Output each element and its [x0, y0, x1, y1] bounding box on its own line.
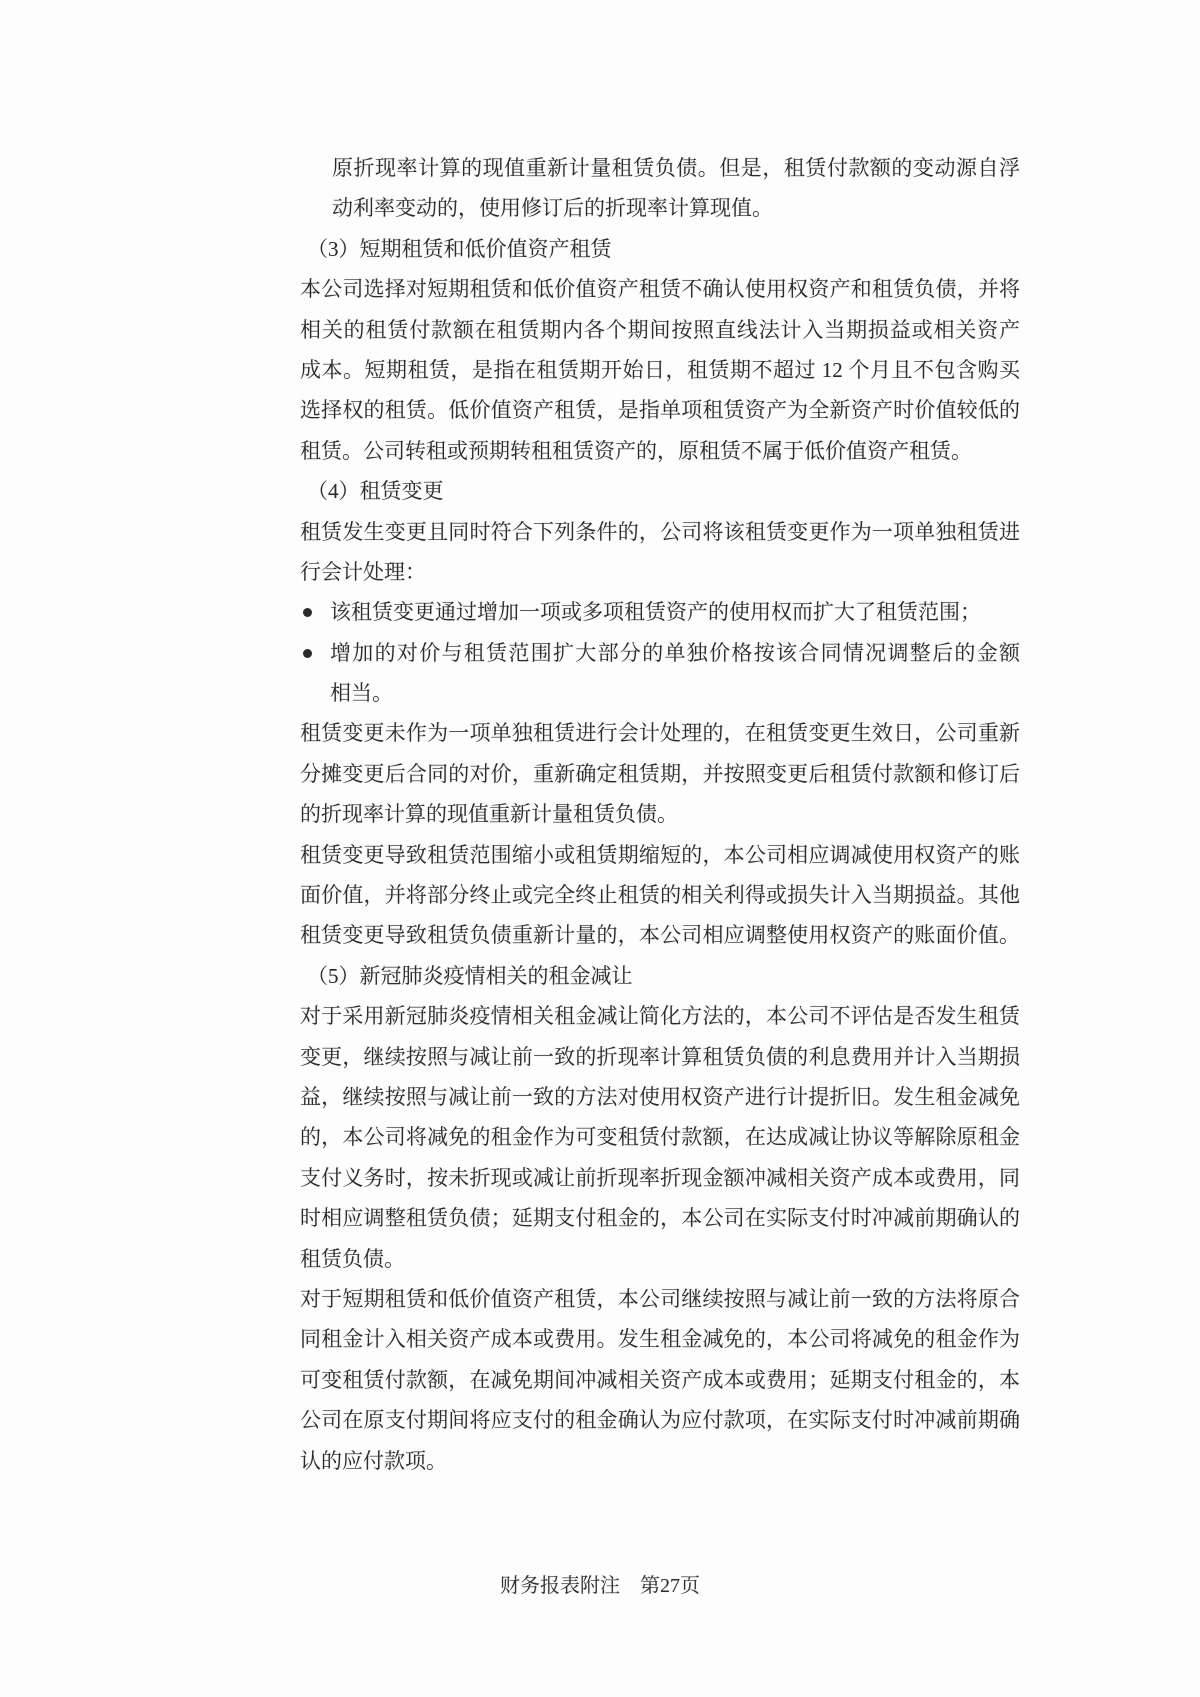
line-text: 成本。短期租赁，是指在租赁期开始日，租赁期不超过 12 个月且不包含购买	[300, 357, 1020, 382]
text-line	[300, 592, 1020, 632]
line-text: 该租赁变更通过增加一项或多项租赁资产的使用权而扩大了租赁范围；	[330, 600, 981, 625]
line-text: 原折现率计算的现值重新计量租赁负债。但是，租赁付款额的变动源自浮	[332, 156, 1020, 180]
line-text: 益，继续按照与减让前一致的方法对使用权资产进行计提折旧。发生租金减免	[300, 1084, 1020, 1109]
line-text: 面价值，并将部分终止或完全终止租赁的相关利得或损失计入当期损益。其他	[300, 883, 1020, 908]
line-text: 租赁变更导致租赁负债重新计量的，本公司相应调整使用权资产的账面价值。	[300, 923, 1020, 948]
text-line	[300, 390, 1020, 430]
text-line	[300, 996, 1020, 1036]
text-line	[300, 1037, 1020, 1077]
text-line	[300, 754, 1020, 794]
line-text: 的折现率计算的现值重新计量租赁负债。	[300, 802, 678, 827]
line-text: 选择权的租赁。低价值资产租赁，是指单项租赁资产为全新资产时价值较低的	[300, 398, 1020, 423]
line-text: 可变租赁付款额，在减免期间冲减相关资产成本或费用；延期支付租金的，本	[300, 1367, 1020, 1392]
bullet-icon	[303, 608, 312, 617]
text-line	[300, 1441, 1020, 1481]
bullet-icon	[303, 649, 312, 658]
line-text: 的，本公司将减免的租金作为可变租赁付款额，在达成减让协议等解除原租金	[300, 1125, 1020, 1150]
text-line	[300, 673, 1020, 713]
text-line	[300, 713, 1020, 753]
line-text: 租赁。公司转租或预期转租租赁资产的，原租赁不属于低价值资产租赁。	[300, 438, 972, 463]
text-line	[300, 1158, 1020, 1198]
text-line	[300, 310, 1020, 350]
line-text: 认的应付款项。	[300, 1448, 447, 1473]
text-line	[300, 148, 1020, 188]
line-text: （4）租赁变更	[307, 479, 444, 504]
line-text: 时相应调整租赁负债；延期支付租金的，本公司在实际支付时冲减前期确认的	[300, 1206, 1020, 1231]
text-line	[300, 188, 1020, 228]
text-line	[300, 269, 1020, 309]
line-text: 相当。	[330, 681, 393, 706]
line-text: 行会计处理：	[300, 559, 426, 584]
text-line	[300, 1239, 1020, 1279]
page-footer: 财务报表附注 第27页	[500, 1575, 700, 1597]
text-line	[300, 1400, 1020, 1440]
line-text: 对于短期租赁和低价值资产租赁，本公司继续按照与减让前一致的方法将原合	[300, 1286, 1020, 1311]
line-text: 对于采用新冠肺炎疫情相关租金减让简化方法的，本公司不评估是否发生租赁	[300, 1004, 1020, 1029]
line-text: （3）短期租赁和低价值资产租赁	[307, 236, 612, 261]
line-text: 动利率变动的，使用修订后的折现率计算现值。	[332, 196, 773, 221]
text-line	[300, 835, 1020, 875]
line-text: 租赁变更导致租赁范围缩小或租赁期缩短的，本公司相应调减使用权资产的账	[300, 842, 1020, 867]
text-line	[300, 915, 1020, 955]
text-line	[300, 1117, 1020, 1157]
line-text: （5）新冠肺炎疫情相关的租金减让	[307, 963, 633, 988]
text-line	[300, 552, 1020, 592]
line-text: 租赁负债。	[300, 1246, 405, 1271]
line-text: 本公司选择对短期租赁和低价值资产租赁不确认使用权资产和租赁负债，并将	[300, 277, 1020, 302]
line-text: 同租金计入相关资产成本或费用。发生租金减免的，本公司将减免的租金作为	[300, 1327, 1020, 1352]
text-line	[300, 1319, 1020, 1359]
line-text: 租赁变更未作为一项单独租赁进行会计处理的，在租赁变更生效日，公司重新	[300, 721, 1020, 746]
line-text: 支付义务时，按未折现或减让前折现率折现金额冲减相关资产成本或费用，同	[300, 1165, 1020, 1190]
text-line	[300, 633, 1020, 673]
text-line	[300, 1360, 1020, 1400]
text-line	[300, 875, 1020, 915]
text-line	[300, 1077, 1020, 1117]
text-line	[300, 794, 1020, 834]
line-text: 分摊变更后合同的对价，重新确定租赁期，并按照变更后租赁付款额和修订后	[300, 761, 1020, 786]
text-line	[300, 350, 1020, 390]
text-line	[300, 512, 1020, 552]
text-content	[300, 148, 1020, 1481]
line-text: 增加的对价与租赁范围扩大部分的单独价格按该合同情况调整后的金额	[330, 640, 1020, 665]
line-text: 相关的租赁付款额在租赁期内各个期间按照直线法计入当期损益或相关资产	[300, 317, 1020, 342]
text-line	[300, 1279, 1020, 1319]
line-text: 租赁发生变更且同时符合下列条件的，公司将该租赁变更作为一项单独租赁进	[300, 519, 1020, 544]
line-text: 变更，继续按照与减让前一致的折现率计算租赁负债的利息费用并计入当期损	[300, 1044, 1020, 1069]
section-heading	[300, 956, 1020, 996]
section-heading	[300, 471, 1020, 511]
line-text: 公司在原支付期间将应支付的租金确认为应付款项，在实际支付时冲减前期确	[300, 1408, 1020, 1433]
text-line	[300, 431, 1020, 471]
text-line	[300, 1198, 1020, 1238]
section-heading	[300, 229, 1020, 269]
